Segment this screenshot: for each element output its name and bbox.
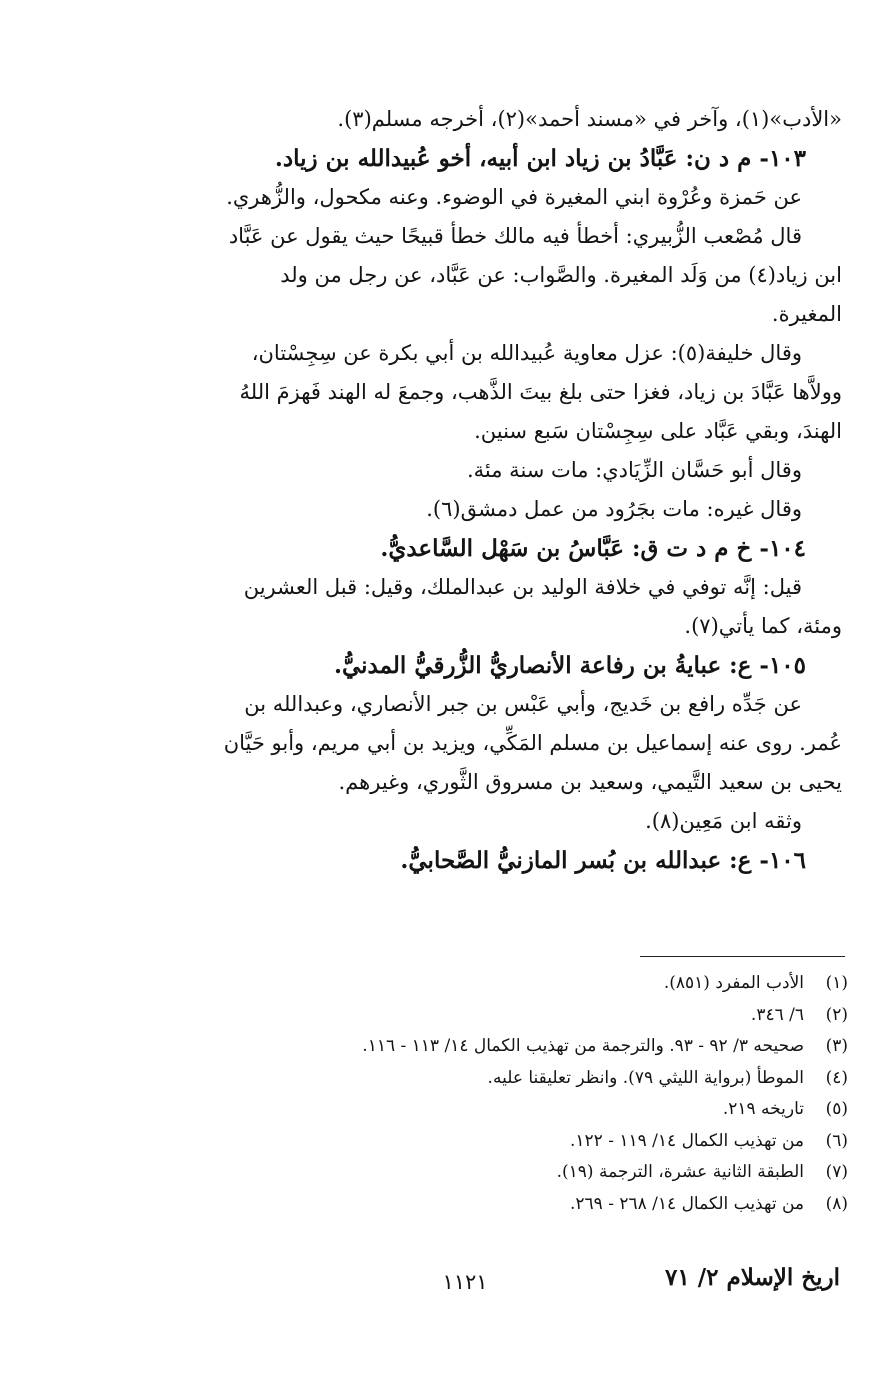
footnotes	[220, 968, 848, 1220]
entry-heading: ١٠٣- م د ن: عَبَّادُ بن زياد ابن أبيه، أخو عُبيدالله بن زياد.	[274, 145, 806, 172]
footnote-text: الطبقة الثانية عشرة، الترجمة (١٩).	[556, 1162, 804, 1182]
footnote-number: (١)	[825, 973, 848, 993]
footnote-number: (٧)	[825, 1162, 848, 1182]
page-number: ١١٢١	[442, 1270, 488, 1294]
entry-heading: ١٠٥- ع: عبايةُ بن رفاعة الأنصاريُّ الزُّرقيُّ المدنيُّ.	[333, 652, 806, 679]
text-line: عن جَدِّه رافع بن خَديج، وأبي عَبْس بن جبر الأنصاري، وعبدالله بن	[244, 692, 802, 716]
footnote-divider	[640, 956, 845, 957]
footnote-number: (٥)	[825, 1099, 848, 1119]
footnote	[220, 1157, 848, 1189]
text-line: وقال خليفة(٥): عزل معاوية عُبيدالله بن أبي بكرة عن سِجِسْتان،	[251, 341, 802, 365]
footnote-number: (٢)	[825, 1004, 848, 1025]
text-line: وقال أبو حَسَّان الزِّيَادي: مات سنة مئة.	[466, 458, 802, 482]
footnote-text: ٦/ ٣٤٦.	[750, 1004, 804, 1025]
footnote-text: الموطأ (برواية الليثي ٧٩). وانظر تعليقنا عليه.	[487, 1067, 804, 1088]
footnote-text: من تهذيب الكمال ١٤/ ١١٩ - ١٢٢.	[569, 1130, 804, 1151]
text-line: المغيرة.	[771, 302, 842, 326]
footnote	[220, 1031, 848, 1063]
text-line: قال مُصْعب الزُّبيري: أخطأ فيه مالك خطأ قبيحًا حيث يقول عن عَبَّاد	[228, 224, 802, 248]
text-line: وولاَّها عَبَّادَ بن زياد، فغزا حتى بلغ بيتَ الذَّهب، وجمعَ له الهند فَهزمَ اللهُ	[239, 380, 842, 404]
footnote	[220, 968, 848, 1000]
footnote-text: من تهذيب الكمال ١٤/ ٢٦٨ - ٢٦٩.	[569, 1193, 804, 1214]
text-line: «الأدب»(١)، وآخر في «مسند أحمد»(٢)، أخرجه مسلم(٣).	[337, 107, 842, 131]
footnote	[220, 1000, 848, 1032]
text-line: عن حَمزة وعُرْوة ابني المغيرة في الوضوء. وعنه مكحول، والزُّهري.	[226, 185, 802, 209]
running-title: اريخ الإسلام ٢/ ٧١	[664, 1264, 840, 1291]
text-line: عُمر. روى عنه إسماعيل بن مسلم المَكِّي، ويزيد بن أبي مريم، وأبو حَيَّان	[223, 731, 842, 755]
text-line: وقال غيره: مات بجَرُود من عمل دمشق(٦).	[426, 497, 802, 521]
footnote-text: تاريخه ٢١٩.	[722, 1099, 804, 1119]
text-line: ومئة، كما يأتي(٧).	[684, 614, 842, 638]
footnote	[220, 1094, 848, 1126]
footnote	[220, 1063, 848, 1095]
entry-heading: ١٠٤- خ م د ت ق: عَبَّاسُ بن سَهْل السَّاعديُّ.	[380, 535, 806, 562]
footnote-number: (٣)	[825, 1036, 848, 1056]
text-line: وثقه ابن مَعِين(٨).	[645, 809, 802, 833]
footnote	[220, 1126, 848, 1158]
text-line: يحيى بن سعيد التَّيمي، وسعيد بن مسروق الثَّوري، وغيرهم.	[338, 770, 842, 794]
footnote-text: صحيحه ٣/ ٩٢ - ٩٣. والترجمة من تهذيب الكمال ١٤/ ١١٣ - ١١٦.	[362, 1036, 804, 1056]
footnote-number: (٦)	[825, 1130, 848, 1151]
text-line: قيل: إنَّه توفي في خلافة الوليد بن عبدالملك، وقيل: قبل العشرين	[243, 575, 802, 599]
footnote	[220, 1189, 848, 1221]
main-text	[124, 100, 842, 880]
footnote-text: الأدب المفرد (٨٥١).	[663, 973, 804, 993]
text-line: الهندَ، وبقي عَبَّاد على سِجِسْتان سَبع سنين.	[474, 419, 842, 443]
entry-heading: ١٠٦- ع: عبدالله بن بُسر المازنيُّ الصَّحابيُّ.	[400, 847, 806, 874]
footnote-number: (٨)	[825, 1193, 848, 1214]
footnote-number: (٤)	[825, 1067, 848, 1088]
text-line: ابن زياد(٤) من وَلَد المغيرة. والصَّواب: عن عَبَّاد، عن رجل من ولد	[280, 263, 842, 287]
